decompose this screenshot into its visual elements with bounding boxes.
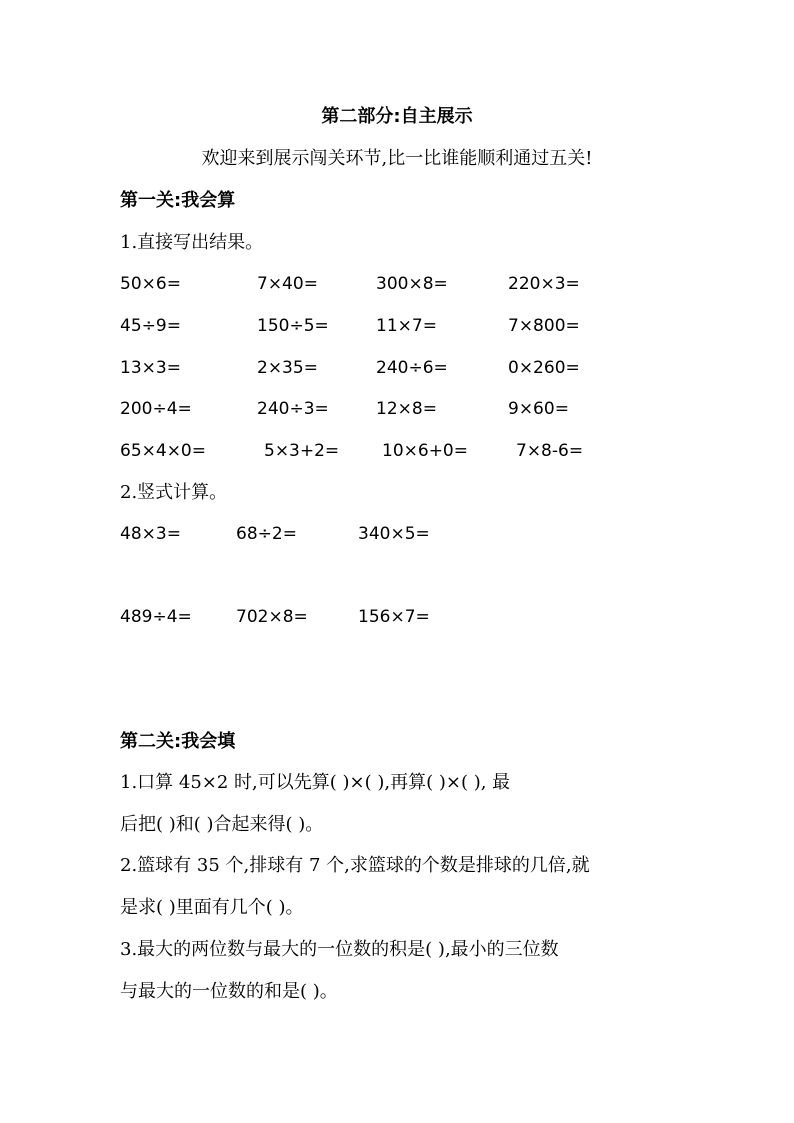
oral-item: 11×7=: [376, 316, 437, 336]
fill-q3-line1: 3.最大的两位数与最大的一位数的积是( ),最小的三位数: [120, 939, 559, 960]
vertical-item: 156×7=: [358, 607, 430, 627]
q1-label: 1.直接写出结果。: [120, 232, 264, 253]
oral-item: 10×6+0=: [382, 441, 468, 461]
oral-item: 5×3+2=: [264, 441, 340, 461]
oral-item: 150÷5=: [257, 316, 329, 336]
oral-item: 200÷4=: [120, 399, 192, 419]
oral-item: 240÷3=: [257, 399, 329, 419]
vertical-item: 48×3=: [120, 524, 181, 544]
fill-q2-line1: 2.篮球有 35 个,排球有 7 个,求篮球的个数是排球的几倍,就: [120, 855, 590, 876]
oral-item: 2×35=: [257, 358, 318, 378]
fill-q1-line1: 1.口算 45×2 时,可以先算( )×( ),再算( )×( ), 最: [120, 772, 511, 793]
oral-item: 7×8-6=: [516, 441, 584, 461]
fill-q3-line2: 与最大的一位数的和是( )。: [120, 981, 338, 1002]
fill-q2-line2: 是求( )里面有几个( )。: [120, 897, 304, 918]
oral-item: 300×8=: [376, 274, 448, 294]
oral-item: 220×3=: [508, 274, 580, 294]
oral-item: 12×8=: [376, 399, 437, 419]
oral-item: 45÷9=: [120, 316, 181, 336]
vertical-item: 340×5=: [358, 524, 430, 544]
fill-q1-line2: 后把( )和( )合起来得( )。: [120, 814, 324, 835]
section-title: 第二部分:自主展示: [321, 106, 473, 127]
vertical-item: 489÷4=: [120, 607, 192, 627]
oral-item: 240÷6=: [376, 358, 448, 378]
oral-item: 7×800=: [508, 316, 580, 336]
intro-text: 欢迎来到展示闯关环节,比一比谁能顺利通过五关!: [201, 148, 593, 169]
vertical-item: 68÷2=: [236, 524, 297, 544]
oral-item: 65×4×0=: [120, 441, 206, 461]
q2-label: 2.竖式计算。: [120, 482, 228, 503]
vertical-item: 702×8=: [236, 607, 308, 627]
level2-heading: 第二关:我会填: [120, 731, 236, 752]
oral-item: 13×3=: [120, 358, 181, 378]
oral-item: 50×6=: [120, 274, 181, 294]
oral-item: 9×60=: [508, 399, 569, 419]
oral-item: 7×40=: [257, 274, 318, 294]
level1-heading: 第一关:我会算: [120, 190, 236, 211]
oral-item: 0×260=: [508, 358, 580, 378]
